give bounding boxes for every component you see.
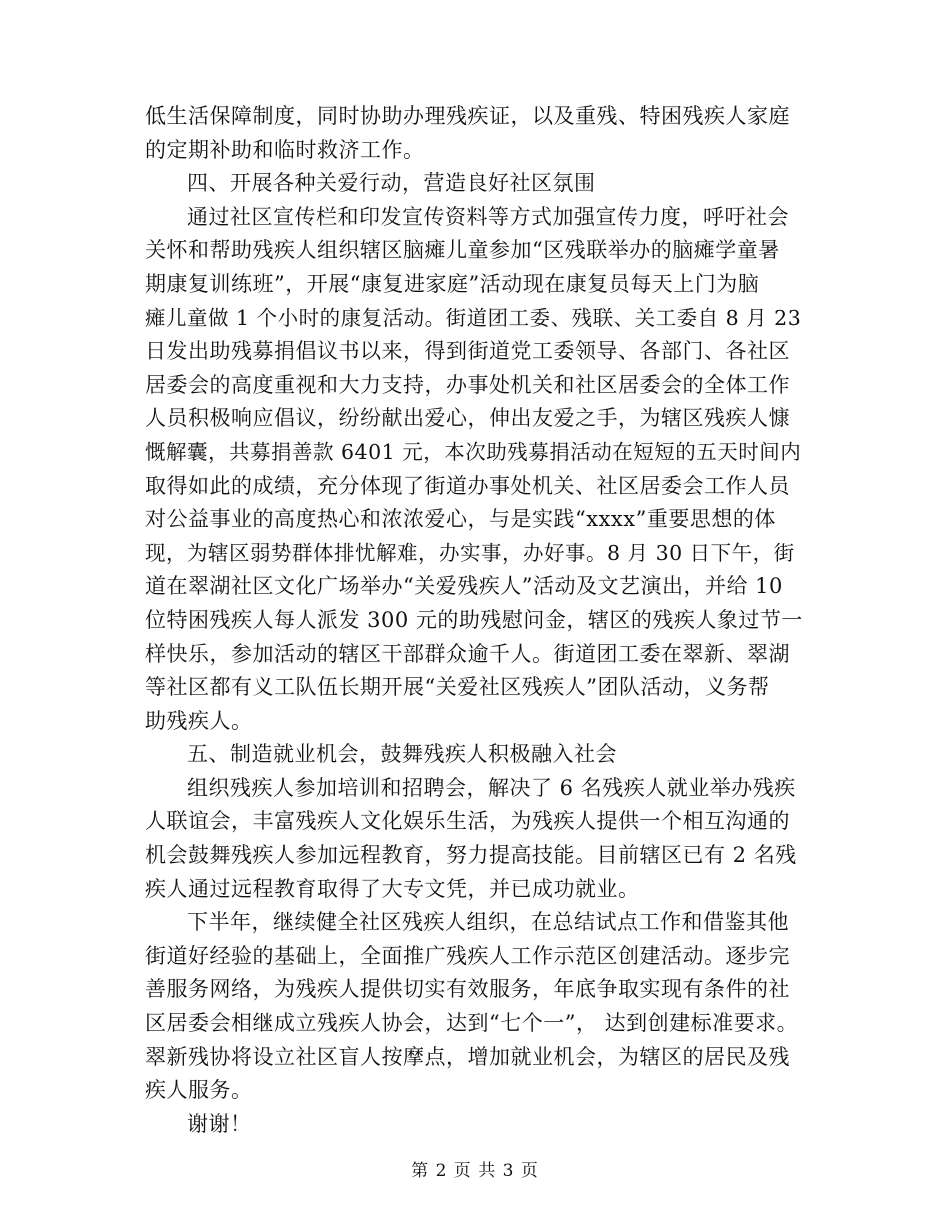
text-line: 低生活保障制度，同时协助办理残疾证，以及重残、特困残疾人家庭: [145, 104, 790, 128]
document-body: [145, 100, 805, 1141]
text-line: 四、开展各种关爱行动，营造良好社区氛围: [187, 171, 596, 196]
text-line: 的定期补助和临时救济工作。: [145, 137, 425, 162]
text-line: 瘫儿童做 1 个小时的康复活动。街道团工委、残联、关工委自 8 月 23: [145, 305, 802, 330]
page-footer: 第 2 页 共 3 页: [411, 1161, 539, 1181]
text-line: 街道好经验的基础上，全面推广残疾人工作示范区创建活动。逐步完: [145, 943, 790, 968]
text-line: 人员积极响应倡议，纷纷献出爱心，伸出友爱之手，为辖区残疾人慷: [145, 406, 790, 431]
text-line: 五、制造就业机会，鼓舞残疾人积极融入社会: [187, 742, 617, 767]
text-line: 机会鼓舞残疾人参加远程教育，努力提高技能。目前辖区已有 2 名残: [145, 843, 797, 868]
text-line: 人联谊会，丰富残疾人文化娱乐生活，为残疾人提供一个相互沟通的: [145, 809, 790, 834]
text-line: 对公益事业的高度热心和浓浓爱心，与是实践“xxxx”重要思想的体: [145, 507, 776, 532]
text-line: 慨解囊，共募捐善款 6401 元，本次助残募捐活动在短短的五天时间内: [145, 439, 802, 464]
text-line: 位特困残疾人每人派发 300 元的助残慰问金，辖区的残疾人象过节一: [145, 607, 803, 632]
text-line: 现，为辖区弱势群体排忧解难，办实事，办好事。8 月 30 日下午，街: [145, 540, 795, 565]
text-line: 日发出助残募捐倡议书以来，得到街道党工委领导、各部门、各社区: [145, 339, 790, 364]
text-line: 翠新残协将设立社区盲人按摩点，增加就业机会，为辖区的居民及残: [145, 1044, 790, 1069]
text-line: 通过社区宣传栏和印发宣传资料等方式加强宣传力度，呼吁社会: [187, 204, 789, 229]
text-line: 疾人服务。: [145, 1078, 253, 1103]
text-line: 期康复训练班”，开展“康复进家庭”活动现在康复员每天上门为脑: [145, 271, 760, 296]
text-line: 区居委会相继成立残疾人协会，达到“七个一”， 达到创建标准要求。: [145, 1011, 799, 1036]
text-line: 关怀和帮助残疾人组织辖区脑瘫儿童参加“区残联举办的脑瘫学童暑: [145, 238, 780, 263]
text-line: 道在翠湖社区文化广场举办“关爱残疾人”活动及文艺演出，并给 10: [145, 574, 783, 599]
text-line: 助残疾人。: [145, 708, 253, 733]
text-line: 样快乐，参加活动的辖区干部群众逾千人。街道团工委在翠新、翠湖: [145, 641, 790, 666]
text-line: 下半年，继续健全社区残疾人组织，在总结试点工作和借鉴其他: [187, 910, 789, 935]
text-line: 组织残疾人参加培训和招聘会，解决了 6 名残疾人就业举办残疾: [187, 775, 796, 800]
text-line: 谢谢！: [187, 1111, 252, 1136]
text-line: 等社区都有义工队伍长期开展“关爱社区残疾人”团队活动，义务帮: [145, 675, 770, 700]
text-line: 取得如此的成绩，充分体现了街道办事处机关、社区居委会工作人员: [145, 473, 790, 498]
text-line: 居委会的高度重视和大力支持，办事处机关和社区居委会的全体工作: [145, 372, 790, 397]
text-line: 善服务网络，为残疾人提供切实有效服务，年底争取实现有条件的社: [145, 977, 790, 1002]
text-line: 疾人通过远程教育取得了大专文凭，并已成功就业。: [145, 876, 640, 901]
